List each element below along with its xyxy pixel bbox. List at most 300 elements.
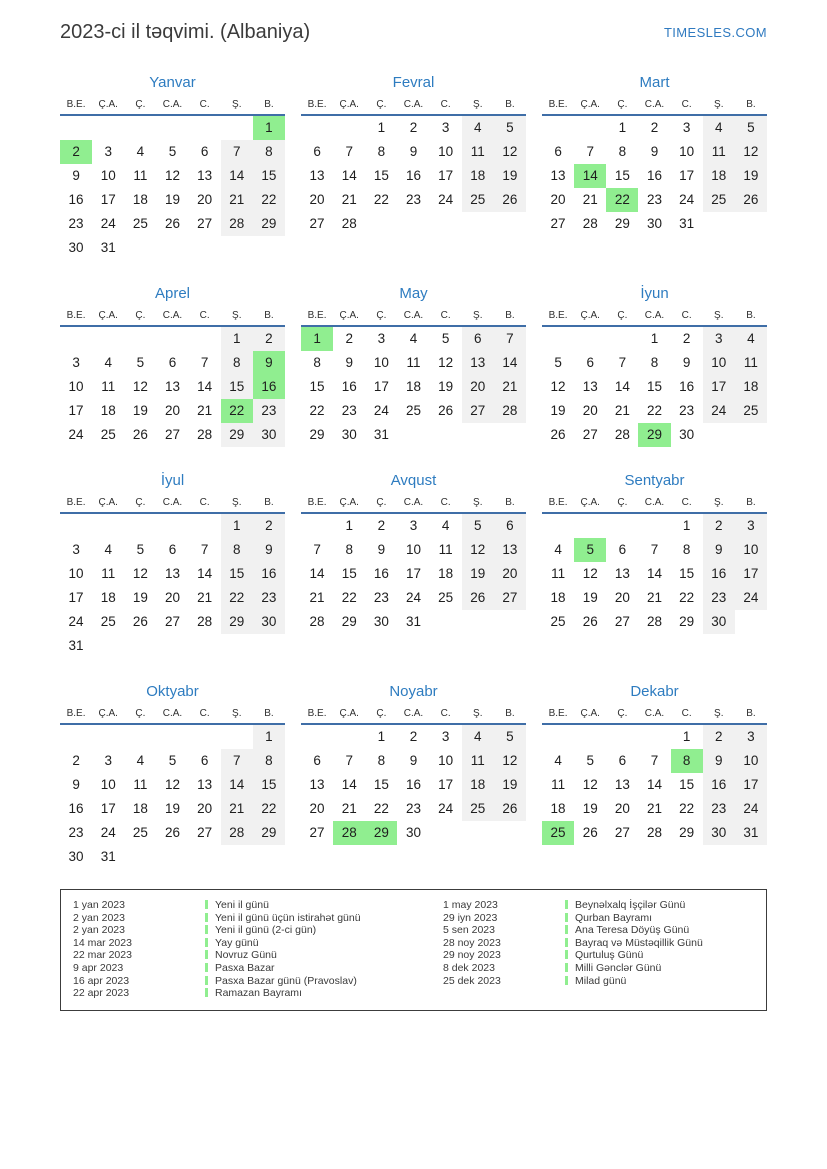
day-cell: 5 bbox=[136, 355, 145, 370]
weekday-label: B.E. bbox=[548, 497, 568, 508]
week-row bbox=[60, 586, 285, 610]
day-cell: 23 bbox=[646, 192, 662, 207]
empty-cell bbox=[124, 725, 156, 749]
day-cell: 10 bbox=[679, 144, 695, 159]
day-cell: 14 bbox=[494, 351, 526, 375]
week-row bbox=[542, 375, 767, 399]
day-cell: 9 bbox=[703, 749, 735, 773]
day-cell: 8 bbox=[377, 753, 386, 768]
empty-cell bbox=[156, 514, 188, 538]
weekday-label: B.E. bbox=[307, 310, 327, 321]
weekday-header-row bbox=[542, 99, 767, 116]
weekday-label: Ş. bbox=[232, 310, 242, 321]
month-title: Dekabr bbox=[630, 683, 679, 700]
empty-cell bbox=[189, 514, 221, 538]
week-row bbox=[60, 634, 285, 658]
weekday-label: C. bbox=[440, 99, 451, 110]
weekday-label: Ç.A. bbox=[98, 497, 118, 508]
day-cell: 4 bbox=[462, 725, 494, 749]
day-cell: 5 bbox=[494, 725, 526, 749]
day-cell: 11 bbox=[551, 566, 566, 581]
day-cell: 29 bbox=[679, 825, 695, 840]
weekday-label: C.A. bbox=[644, 497, 665, 508]
day-cell: 24 bbox=[438, 801, 454, 816]
day-cell: 31 bbox=[405, 614, 421, 629]
day-cell: 12 bbox=[132, 566, 148, 581]
weekday-label: C. bbox=[681, 310, 692, 321]
day-cell: 18 bbox=[100, 403, 116, 418]
day-cell: 2 bbox=[377, 518, 386, 533]
day-cell: 18 bbox=[462, 164, 494, 188]
day-cell: 18 bbox=[132, 801, 148, 816]
day-cell: 3 bbox=[735, 514, 767, 538]
day-cell: 28 bbox=[341, 216, 357, 231]
day-cell: 13 bbox=[309, 168, 325, 183]
day-cell: 4 bbox=[441, 518, 450, 533]
day-cell: 21 bbox=[614, 403, 630, 418]
week-row bbox=[301, 749, 526, 773]
day-cell: 16 bbox=[646, 168, 662, 183]
month-title: Mart bbox=[639, 74, 670, 91]
empty-cell bbox=[124, 634, 156, 658]
weekday-label: Ç. bbox=[135, 497, 146, 508]
day-cell: 19 bbox=[582, 801, 598, 816]
week-row bbox=[301, 610, 526, 634]
day-cell: 9 bbox=[377, 542, 386, 557]
weekday-header-row bbox=[60, 99, 285, 116]
day-cell: 29 bbox=[638, 423, 670, 447]
week-row bbox=[542, 164, 767, 188]
weekday-label: Ş. bbox=[714, 310, 724, 321]
week-row bbox=[60, 236, 285, 260]
week-row bbox=[542, 188, 767, 212]
legend-date: 1 may 2023 bbox=[443, 899, 498, 911]
day-cell: 10 bbox=[703, 351, 735, 375]
day-cell: 28 bbox=[197, 427, 213, 442]
weekday-label: B.E. bbox=[66, 99, 86, 110]
weekday-label: B. bbox=[264, 708, 274, 719]
weekday-label: B. bbox=[746, 497, 756, 508]
weekday-label: B. bbox=[746, 99, 756, 110]
day-cell: 25 bbox=[405, 403, 421, 418]
day-cell: 22 bbox=[221, 399, 253, 423]
day-cell: 29 bbox=[221, 610, 253, 634]
month-block-5 bbox=[301, 286, 526, 447]
day-cell: 21 bbox=[221, 797, 253, 821]
weekday-label: C.A. bbox=[162, 99, 183, 110]
day-cell: 18 bbox=[462, 773, 494, 797]
weekday-label: B.E. bbox=[307, 99, 327, 110]
weekday-label: Ç. bbox=[135, 99, 146, 110]
weekday-label: Ş. bbox=[232, 708, 242, 719]
weekday-label: C.A. bbox=[403, 708, 424, 719]
holiday-tick-icon bbox=[205, 950, 208, 959]
empty-cell bbox=[735, 212, 767, 236]
empty-cell bbox=[365, 212, 397, 236]
day-cell: 13 bbox=[197, 168, 213, 183]
day-cell: 4 bbox=[735, 327, 767, 351]
day-cell: 4 bbox=[462, 116, 494, 140]
week-row bbox=[60, 725, 285, 749]
day-cell: 1 bbox=[253, 725, 285, 749]
day-cell: 30 bbox=[679, 427, 695, 442]
weekday-label: B.E. bbox=[548, 310, 568, 321]
day-cell: 1 bbox=[221, 327, 253, 351]
day-cell: 10 bbox=[438, 144, 454, 159]
day-cell: 13 bbox=[550, 168, 566, 183]
day-cell: 2 bbox=[682, 331, 691, 346]
weekday-label: B.E. bbox=[66, 497, 86, 508]
week-row bbox=[301, 399, 526, 423]
day-cell: 12 bbox=[164, 168, 180, 183]
legend-holiday-name: Yay günü bbox=[205, 937, 437, 950]
legend-date: 2 yan 2023 bbox=[73, 911, 125, 924]
day-cell: 23 bbox=[703, 797, 735, 821]
legend-holiday-name: Milli Gənclər Günü bbox=[565, 962, 754, 975]
day-cell: 26 bbox=[494, 797, 526, 821]
empty-cell bbox=[124, 236, 156, 260]
day-cell: 25 bbox=[132, 216, 148, 231]
day-cell: 4 bbox=[554, 753, 562, 768]
weekday-label: Ç.A. bbox=[98, 99, 118, 110]
empty-cell bbox=[542, 514, 574, 538]
empty-cell bbox=[253, 236, 285, 260]
day-cell: 9 bbox=[72, 168, 80, 183]
day-cell: 30 bbox=[253, 610, 285, 634]
day-cell: 27 bbox=[614, 825, 630, 840]
day-cell: 3 bbox=[441, 120, 450, 135]
holiday-tick-icon bbox=[565, 976, 568, 985]
day-cell: 27 bbox=[197, 216, 213, 231]
day-cell: 9 bbox=[253, 538, 285, 562]
weekday-label: Ç. bbox=[617, 708, 628, 719]
legend-holiday-name: Qurtuluş Günü bbox=[565, 949, 754, 962]
day-cell: 8 bbox=[313, 355, 321, 370]
day-cell: 17 bbox=[679, 168, 695, 183]
day-cell: 20 bbox=[309, 192, 325, 207]
day-cell: 20 bbox=[309, 801, 325, 816]
day-cell: 21 bbox=[494, 375, 526, 399]
empty-cell bbox=[221, 845, 253, 869]
week-row bbox=[542, 725, 767, 749]
holiday-tick-icon bbox=[565, 938, 568, 947]
week-row bbox=[301, 351, 526, 375]
day-cell: 11 bbox=[703, 140, 735, 164]
day-cell: 19 bbox=[438, 379, 454, 394]
empty-cell bbox=[397, 212, 429, 236]
weekday-label: B. bbox=[746, 708, 756, 719]
day-cell: 20 bbox=[197, 801, 213, 816]
week-row bbox=[301, 327, 526, 351]
weekday-header-row bbox=[301, 99, 526, 116]
holiday-tick-icon bbox=[565, 925, 568, 934]
empty-cell bbox=[430, 821, 462, 845]
holiday-tick-icon bbox=[205, 976, 208, 985]
week-row bbox=[301, 116, 526, 140]
day-cell: 17 bbox=[373, 379, 389, 394]
day-cell: 8 bbox=[671, 749, 703, 773]
day-cell: 3 bbox=[72, 542, 80, 557]
day-cell: 11 bbox=[438, 542, 453, 557]
day-cell: 10 bbox=[68, 379, 84, 394]
legend-empty bbox=[565, 987, 754, 1000]
day-cell: 25 bbox=[703, 188, 735, 212]
week-row bbox=[542, 327, 767, 351]
week-row bbox=[542, 538, 767, 562]
day-cell: 8 bbox=[345, 542, 353, 557]
day-cell: 15 bbox=[253, 773, 285, 797]
day-cell: 18 bbox=[703, 164, 735, 188]
week-row bbox=[60, 821, 285, 845]
empty-cell bbox=[156, 725, 188, 749]
day-cell: 26 bbox=[550, 427, 566, 442]
empty-cell bbox=[189, 236, 221, 260]
day-cell: 16 bbox=[253, 562, 285, 586]
day-cell: 11 bbox=[462, 749, 494, 773]
day-cell: 25 bbox=[550, 614, 566, 629]
day-cell: 26 bbox=[494, 188, 526, 212]
day-cell: 30 bbox=[405, 825, 421, 840]
empty-cell bbox=[462, 610, 494, 634]
week-row bbox=[301, 797, 526, 821]
day-cell: 11 bbox=[133, 168, 148, 183]
day-cell: 13 bbox=[309, 777, 325, 792]
week-row bbox=[301, 164, 526, 188]
day-cell: 7 bbox=[494, 327, 526, 351]
day-cell: 11 bbox=[735, 351, 767, 375]
week-row bbox=[542, 514, 767, 538]
day-cell: 25 bbox=[438, 590, 454, 605]
empty-cell bbox=[189, 116, 221, 140]
weekday-label: Ç.A. bbox=[339, 310, 359, 321]
day-cell: 12 bbox=[462, 538, 494, 562]
day-cell: 26 bbox=[438, 403, 454, 418]
empty-cell bbox=[156, 236, 188, 260]
week-row bbox=[542, 797, 767, 821]
day-cell: 4 bbox=[104, 542, 112, 557]
weekday-label: C.A. bbox=[644, 99, 665, 110]
day-cell: 28 bbox=[309, 614, 325, 629]
day-cell: 31 bbox=[100, 849, 116, 864]
weekday-header-row bbox=[60, 708, 285, 725]
weekday-label: C.A. bbox=[644, 310, 665, 321]
week-row bbox=[60, 327, 285, 351]
day-cell: 22 bbox=[309, 403, 325, 418]
day-cell: 9 bbox=[345, 355, 353, 370]
day-cell: 5 bbox=[136, 542, 145, 557]
empty-cell bbox=[124, 845, 156, 869]
day-cell: 15 bbox=[646, 379, 662, 394]
day-cell: 31 bbox=[68, 638, 84, 653]
day-cell: 20 bbox=[550, 192, 566, 207]
day-cell: 15 bbox=[309, 379, 325, 394]
empty-cell bbox=[462, 212, 494, 236]
holiday-tick-icon bbox=[205, 938, 208, 947]
weekday-label: B.E. bbox=[66, 708, 86, 719]
day-cell: 23 bbox=[341, 403, 357, 418]
week-row bbox=[542, 773, 767, 797]
day-cell: 27 bbox=[462, 399, 494, 423]
day-cell: 8 bbox=[618, 144, 627, 159]
day-cell: 16 bbox=[68, 801, 84, 816]
day-cell: 2 bbox=[650, 120, 659, 135]
weekday-label: Ş. bbox=[714, 708, 724, 719]
week-row bbox=[60, 749, 285, 773]
day-cell: 12 bbox=[438, 355, 454, 370]
weekday-label: B. bbox=[264, 310, 274, 321]
weekday-label: Ç. bbox=[135, 708, 146, 719]
weekday-label: C. bbox=[681, 99, 692, 110]
day-cell: 1 bbox=[221, 514, 253, 538]
week-row bbox=[542, 610, 767, 634]
empty-cell bbox=[462, 821, 494, 845]
day-cell: 5 bbox=[494, 116, 526, 140]
day-cell: 24 bbox=[68, 427, 84, 442]
day-cell: 6 bbox=[200, 753, 209, 768]
day-cell: 17 bbox=[405, 566, 421, 581]
day-cell: 7 bbox=[200, 355, 209, 370]
day-cell: 24 bbox=[405, 590, 421, 605]
day-cell: 9 bbox=[682, 355, 691, 370]
day-cell: 11 bbox=[133, 777, 148, 792]
empty-cell bbox=[494, 821, 526, 845]
day-cell: 3 bbox=[735, 725, 767, 749]
day-cell: 14 bbox=[221, 773, 253, 797]
day-cell: 20 bbox=[614, 590, 630, 605]
day-cell: 4 bbox=[554, 542, 562, 557]
holiday-tick-icon bbox=[205, 900, 208, 909]
day-cell: 27 bbox=[197, 825, 213, 840]
day-cell: 12 bbox=[494, 749, 526, 773]
day-cell: 26 bbox=[462, 586, 494, 610]
day-cell: 23 bbox=[373, 590, 389, 605]
legend-holiday-name: Novruz Günü bbox=[205, 949, 437, 962]
weekday-label: Ç.A. bbox=[98, 310, 118, 321]
day-cell: 2 bbox=[703, 725, 735, 749]
week-row bbox=[301, 562, 526, 586]
week-row bbox=[301, 514, 526, 538]
day-cell: 10 bbox=[735, 538, 767, 562]
day-cell: 28 bbox=[614, 427, 630, 442]
month-block-7 bbox=[60, 473, 285, 658]
day-cell: 14 bbox=[646, 777, 662, 792]
week-row bbox=[542, 821, 767, 845]
week-row bbox=[542, 562, 767, 586]
day-cell: 6 bbox=[494, 514, 526, 538]
day-cell: 16 bbox=[253, 375, 285, 399]
legend-holiday-name: Yeni il günü bbox=[205, 899, 437, 912]
day-cell: 13 bbox=[614, 777, 630, 792]
day-cell: 8 bbox=[221, 351, 253, 375]
day-cell: 27 bbox=[164, 614, 180, 629]
empty-cell bbox=[60, 116, 92, 140]
day-cell: 12 bbox=[735, 140, 767, 164]
day-cell: 24 bbox=[373, 403, 389, 418]
day-cell: 30 bbox=[373, 614, 389, 629]
day-cell: 3 bbox=[104, 753, 112, 768]
day-cell: 22 bbox=[606, 188, 638, 212]
day-cell: 14 bbox=[197, 379, 213, 394]
day-cell: 2 bbox=[345, 331, 353, 346]
day-cell: 18 bbox=[438, 566, 454, 581]
legend-date: 2 yan 2023 bbox=[73, 924, 125, 937]
day-cell: 6 bbox=[618, 753, 627, 768]
weekday-label: C.A. bbox=[403, 497, 424, 508]
empty-cell bbox=[333, 116, 365, 140]
day-cell: 21 bbox=[309, 590, 325, 605]
day-cell: 1 bbox=[345, 518, 353, 533]
day-cell: 30 bbox=[68, 849, 84, 864]
empty-cell bbox=[638, 514, 670, 538]
empty-cell bbox=[494, 212, 526, 236]
day-cell: 29 bbox=[309, 427, 325, 442]
day-cell: 24 bbox=[100, 216, 116, 231]
day-cell: 13 bbox=[164, 379, 180, 394]
empty-cell bbox=[221, 725, 253, 749]
day-cell: 26 bbox=[132, 614, 148, 629]
day-cell: 24 bbox=[735, 586, 767, 610]
weekday-label: Ç. bbox=[617, 310, 628, 321]
day-cell: 1 bbox=[301, 327, 333, 351]
day-cell: 7 bbox=[200, 542, 209, 557]
day-cell: 16 bbox=[405, 777, 421, 792]
weekday-label: Ç.A. bbox=[580, 310, 600, 321]
day-cell: 28 bbox=[494, 399, 526, 423]
weekday-header-row bbox=[542, 310, 767, 327]
weekday-label: Ç.A. bbox=[339, 99, 359, 110]
day-cell: 5 bbox=[554, 355, 562, 370]
day-cell: 27 bbox=[582, 427, 598, 442]
day-cell: 15 bbox=[373, 168, 389, 183]
weekday-label: C.A. bbox=[403, 310, 424, 321]
day-cell: 19 bbox=[550, 403, 566, 418]
empty-cell bbox=[92, 514, 124, 538]
day-cell: 18 bbox=[550, 590, 566, 605]
week-row bbox=[60, 773, 285, 797]
day-cell: 11 bbox=[551, 777, 566, 792]
day-cell: 23 bbox=[253, 586, 285, 610]
day-cell: 23 bbox=[679, 403, 695, 418]
day-cell: 27 bbox=[309, 825, 325, 840]
holiday-tick-icon bbox=[565, 963, 568, 972]
week-row bbox=[301, 375, 526, 399]
day-cell: 9 bbox=[650, 144, 659, 159]
day-cell: 30 bbox=[341, 427, 357, 442]
day-cell: 23 bbox=[68, 216, 84, 231]
empty-cell bbox=[156, 845, 188, 869]
day-cell: 9 bbox=[253, 351, 285, 375]
day-cell: 7 bbox=[650, 542, 659, 557]
day-cell: 15 bbox=[253, 164, 285, 188]
month-block-4 bbox=[60, 286, 285, 447]
empty-cell bbox=[189, 634, 221, 658]
day-cell: 19 bbox=[462, 562, 494, 586]
weekday-label: Ç.A. bbox=[580, 99, 600, 110]
day-cell: 31 bbox=[373, 427, 389, 442]
day-cell: 15 bbox=[221, 562, 253, 586]
holiday-tick-icon bbox=[565, 900, 568, 909]
day-cell: 17 bbox=[68, 403, 84, 418]
day-cell: 7 bbox=[618, 355, 627, 370]
legend-holiday-name: Bayraq və Müstəqillik Günü bbox=[565, 937, 754, 950]
day-cell: 17 bbox=[703, 375, 735, 399]
weekday-label: Ç. bbox=[376, 497, 387, 508]
day-cell: 5 bbox=[168, 144, 177, 159]
brand-link[interactable]: TIMESLES.COM bbox=[663, 25, 767, 40]
day-cell: 17 bbox=[438, 777, 454, 792]
day-cell: 19 bbox=[494, 164, 526, 188]
year-calendar-grid bbox=[60, 75, 767, 869]
